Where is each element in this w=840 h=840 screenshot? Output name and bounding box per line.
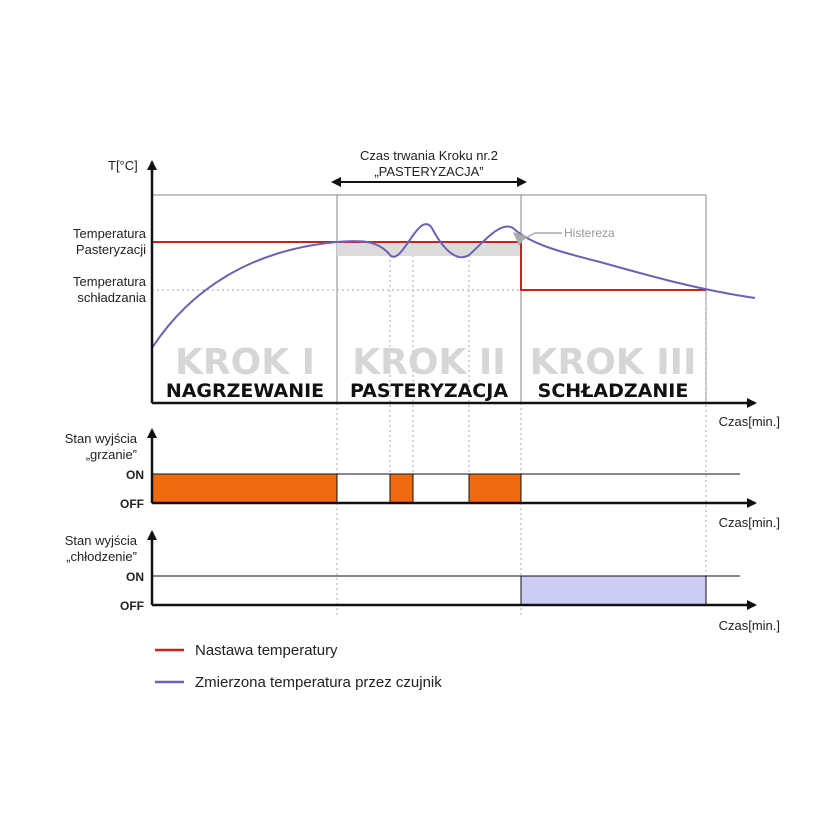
heating-y-label-line1: Stan wyjścia: [64, 431, 137, 446]
step-1-name: NAGRZEWANIE: [165, 380, 325, 402]
duration-label-line2: „PASTERYZACJA”: [374, 164, 484, 179]
legend-measured-label: Zmierzona temperatura przez czujnik: [195, 674, 442, 691]
step-3-name: SCHŁADZANIE: [537, 380, 689, 402]
heating-on-segment-2: [390, 474, 413, 503]
hysteresis-band: [337, 242, 521, 256]
cooling-y-label-line2: „chłodzenie”: [66, 549, 137, 564]
cooling-output-chart: [65, 532, 780, 633]
cooling-x-axis-label: Czas[min.]: [718, 618, 780, 633]
heating-output-chart: [65, 430, 780, 530]
cooling-on-label: ON: [126, 570, 144, 584]
legend: [155, 642, 442, 691]
pasteurization-temp-label-line1: Temperatura: [73, 226, 146, 241]
legend-setpoint-label: Nastawa temperatury: [195, 642, 338, 659]
cooling-on-segment: [521, 576, 706, 605]
heating-on-segment-1: [152, 474, 337, 503]
cooling-off-label: OFF: [120, 599, 144, 613]
cooling-y-label-line1: Stan wyjścia: [64, 533, 137, 548]
step-1-number: KROK I: [174, 342, 316, 383]
pasteurization-temp-label-line2: Pasteryzacji: [75, 242, 146, 257]
x-axis-label: Czas[min.]: [718, 414, 780, 429]
step-2-name: PASTERYZACJA: [349, 380, 509, 402]
heating-on-segment-3: [469, 474, 521, 503]
step-2-number: KROK II: [352, 342, 506, 383]
duration-label-line1: Czas trwania Kroku nr.2: [359, 148, 499, 163]
y-axis-label: T[°C]: [108, 158, 138, 173]
temperature-chart: [73, 148, 780, 615]
step-3-number: KROK III: [529, 342, 697, 383]
heating-y-label-line2: „grzanie”: [85, 447, 137, 462]
cooling-temp-label-line2: schładzania: [77, 290, 146, 305]
time-guides: [152, 245, 706, 615]
cooling-temp-label-line1: Temperatura: [73, 274, 146, 289]
heating-x-axis-label: Czas[min.]: [718, 515, 780, 530]
heating-on-label: ON: [126, 468, 144, 482]
heating-off-label: OFF: [120, 497, 144, 511]
hysteresis-label: Histereza: [564, 226, 615, 240]
